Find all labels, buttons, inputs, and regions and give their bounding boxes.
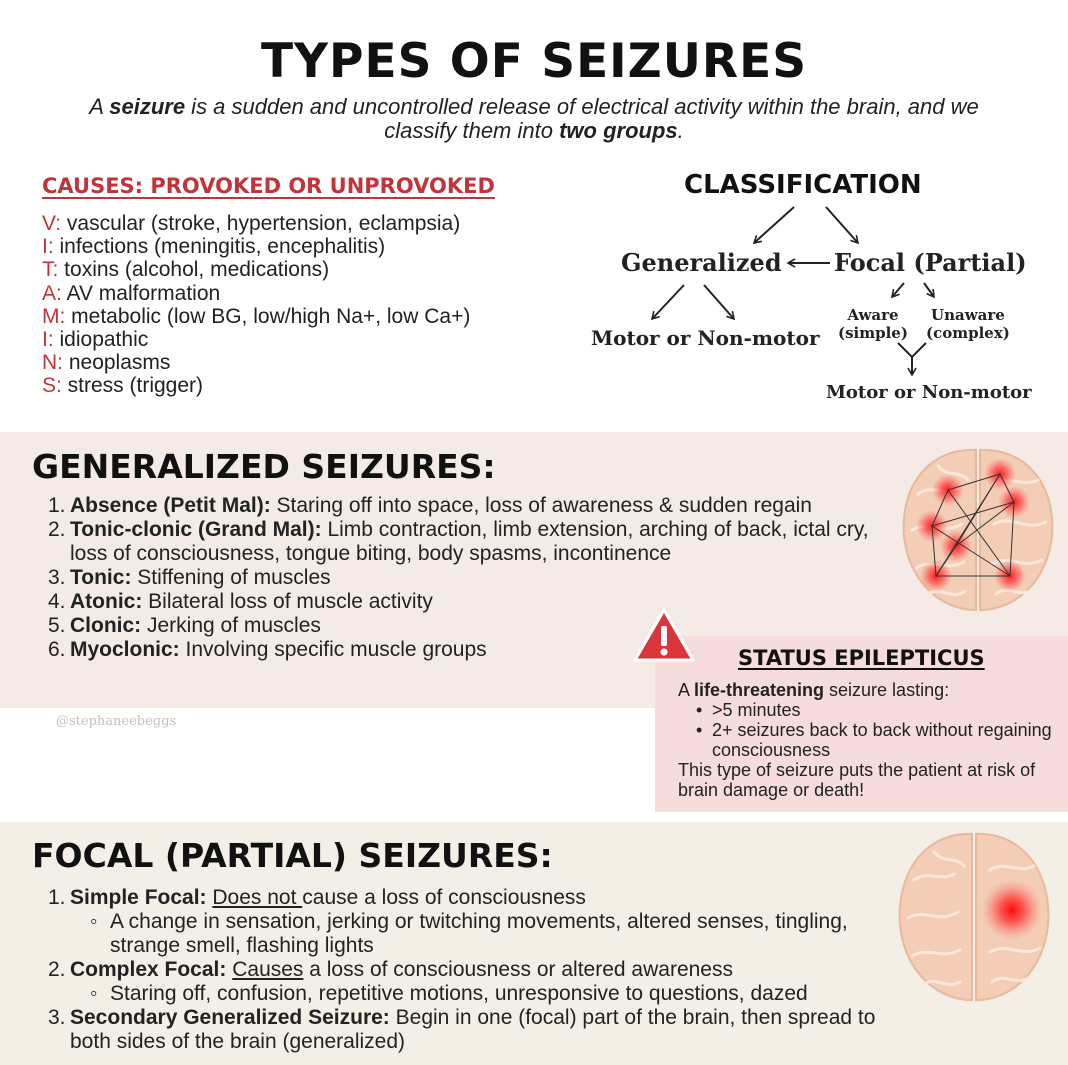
focal-heading: FOCAL (PARTIAL) SEIZURES: xyxy=(32,836,553,875)
item-term: Tonic-clonic (Grand Mal): xyxy=(70,518,322,541)
arrow-to-unaware xyxy=(924,283,934,297)
intro-part: is a sudden and uncontrolled release of electrical activity within the brain, and we classify them into xyxy=(185,94,979,143)
status-footer: This type of seizure puts the patient at risk of brain damage or death! xyxy=(678,760,1036,800)
status-lead-bold: life-threatening xyxy=(694,680,825,700)
classification-heading: CLASSIFICATION xyxy=(684,170,922,200)
item-text: Involving specific muscle groups xyxy=(179,638,487,661)
item-text: cause a loss of consciousness xyxy=(302,886,586,909)
item-text: Limb contraction, limb extension, arching of back, ictal cry, loss of consciousness, tongue biting, body spasms, incontinence xyxy=(70,518,869,565)
item-text: Bilateral loss of muscle activity xyxy=(142,590,433,613)
item-number: 3. xyxy=(48,566,66,589)
cause-letter: T: xyxy=(42,258,59,282)
generalized-heading: GENERALIZED SEIZURES: xyxy=(32,447,496,486)
cause-letter: S: xyxy=(42,374,62,398)
item-text: a loss of consciousness or altered awareness xyxy=(303,958,733,981)
item-number: 3. xyxy=(48,1006,66,1029)
list-item xyxy=(0,614,880,638)
sub-item: ◦ A change in sensation, jerking or twitching movements, altered senses, tingling, strange smell, flashing lights xyxy=(70,910,900,958)
list-item xyxy=(0,1006,900,1054)
intro-text xyxy=(84,95,984,143)
item-term: Complex Focal: xyxy=(70,958,227,981)
causes-heading: CAUSES: PROVOKED OR UNPROVOKED xyxy=(42,174,495,198)
item-term: Myoclonic: xyxy=(70,638,180,661)
list-item xyxy=(0,518,880,566)
cause-item xyxy=(42,374,470,397)
node-motor-focal: Motor or Non-motor xyxy=(826,382,1032,403)
focal-list xyxy=(0,886,900,1054)
item-term: Secondary Generalized Seizure: xyxy=(70,1006,390,1029)
cause-letter: I: xyxy=(42,235,54,259)
watermark: @stephaneebeggs xyxy=(56,714,177,729)
item-term: Tonic: xyxy=(70,566,132,589)
cause-letter: M: xyxy=(42,304,66,328)
item-term: Atonic: xyxy=(70,590,143,613)
sub-list xyxy=(70,982,900,1006)
node-focal: Focal (Partial) xyxy=(834,248,1027,277)
unaware-sub: (complex) xyxy=(926,324,1010,342)
intro-part: . xyxy=(677,118,684,143)
aware-label: Aware xyxy=(847,306,899,324)
cause-text: AV malformation xyxy=(61,281,221,305)
cause-item xyxy=(42,351,470,374)
item-number: 5. xyxy=(48,614,66,637)
cause-item xyxy=(42,305,470,328)
item-number: 1. xyxy=(48,886,66,909)
status-bullet: • 2+ seizures back to back without regaining consciousness xyxy=(678,720,1068,760)
item-number: 4. xyxy=(48,590,66,613)
cause-item xyxy=(42,282,470,305)
item-underlined: Does not xyxy=(212,886,303,909)
item-term: Clonic: xyxy=(70,614,142,637)
cause-text: infections (meningitis, encephalitis) xyxy=(53,235,386,259)
brain-generalized-icon xyxy=(898,444,1058,614)
cause-letter: N: xyxy=(42,351,63,375)
warning-icon xyxy=(632,606,696,664)
intro-bold-groups: two groups xyxy=(559,118,678,143)
merge-lines xyxy=(898,343,926,357)
cause-text: vascular (stroke, hypertension, eclampsia) xyxy=(61,212,461,235)
status-lead xyxy=(678,680,1068,700)
cause-item xyxy=(42,212,470,235)
cause-text: neoplasms xyxy=(63,351,171,375)
unaware-label: Unaware xyxy=(931,306,1005,324)
cause-text: metabolic (low BG, low/high Na+, low Ca+) xyxy=(65,304,471,328)
item-number: 6. xyxy=(48,638,66,661)
cause-letter: V: xyxy=(42,212,62,235)
item-underlined: Causes xyxy=(232,958,304,981)
node-generalized: Generalized xyxy=(621,248,782,277)
item-number: 2. xyxy=(48,958,66,981)
status-body xyxy=(678,680,1068,800)
node-unaware xyxy=(926,306,1010,342)
cause-letter: A: xyxy=(42,281,62,305)
list-item xyxy=(0,590,880,614)
list-item xyxy=(0,566,880,590)
cause-item xyxy=(42,328,470,351)
aware-sub: (simple) xyxy=(838,324,908,342)
list-item xyxy=(0,958,900,1006)
cause-letter: I: xyxy=(42,328,54,352)
status-lead-post: seizure lasting: xyxy=(824,680,950,700)
item-text: Staring off into space, loss of awareness & sudden regain xyxy=(270,494,812,517)
cause-item xyxy=(42,235,470,258)
causes-list xyxy=(42,212,470,398)
node-motor-generalized: Motor or Non-motor xyxy=(591,326,820,350)
item-text: Begin in one (focal) part of the brain, then spread to both sides of the brain (generalized) xyxy=(70,1006,876,1053)
item-term: Simple Focal: xyxy=(70,886,207,909)
item-term: Absence (Petit Mal): xyxy=(70,494,271,517)
arrow-gen-right xyxy=(704,285,734,319)
cause-item xyxy=(42,258,470,281)
list-item xyxy=(0,494,880,518)
status-bullets xyxy=(678,700,1068,760)
list-item xyxy=(0,886,900,958)
status-heading: STATUS EPILEPTICUS xyxy=(738,646,985,670)
item-number: 1. xyxy=(48,494,66,517)
arrow-gen-left xyxy=(652,285,684,319)
node-aware xyxy=(838,306,908,342)
cause-text: toxins (alcohol, medications) xyxy=(58,258,330,282)
classification-arrows xyxy=(560,195,1068,395)
arrow-to-aware xyxy=(892,283,904,297)
arrow-to-generalized xyxy=(754,207,794,243)
status-bullet: • >5 minutes xyxy=(678,700,1068,720)
arrow-to-focal xyxy=(826,207,858,243)
item-text: Jerking of muscles xyxy=(141,614,321,637)
page-title: TYPES OF SEIZURES xyxy=(260,34,808,89)
status-lead-pre: A xyxy=(678,680,695,700)
item-number: 2. xyxy=(48,518,66,541)
intro-part: A xyxy=(89,94,110,119)
cause-text: stress (trigger) xyxy=(61,374,204,398)
sub-item: ◦ Staring off, confusion, repetitive motions, unresponsive to questions, dazed xyxy=(70,982,900,1006)
cause-text: idiopathic xyxy=(53,328,149,352)
brain-focal-icon xyxy=(894,828,1054,1004)
intro-bold-seizure: seizure xyxy=(109,94,186,119)
item-text: Stiffening of muscles xyxy=(131,566,331,589)
sub-list xyxy=(70,910,900,958)
